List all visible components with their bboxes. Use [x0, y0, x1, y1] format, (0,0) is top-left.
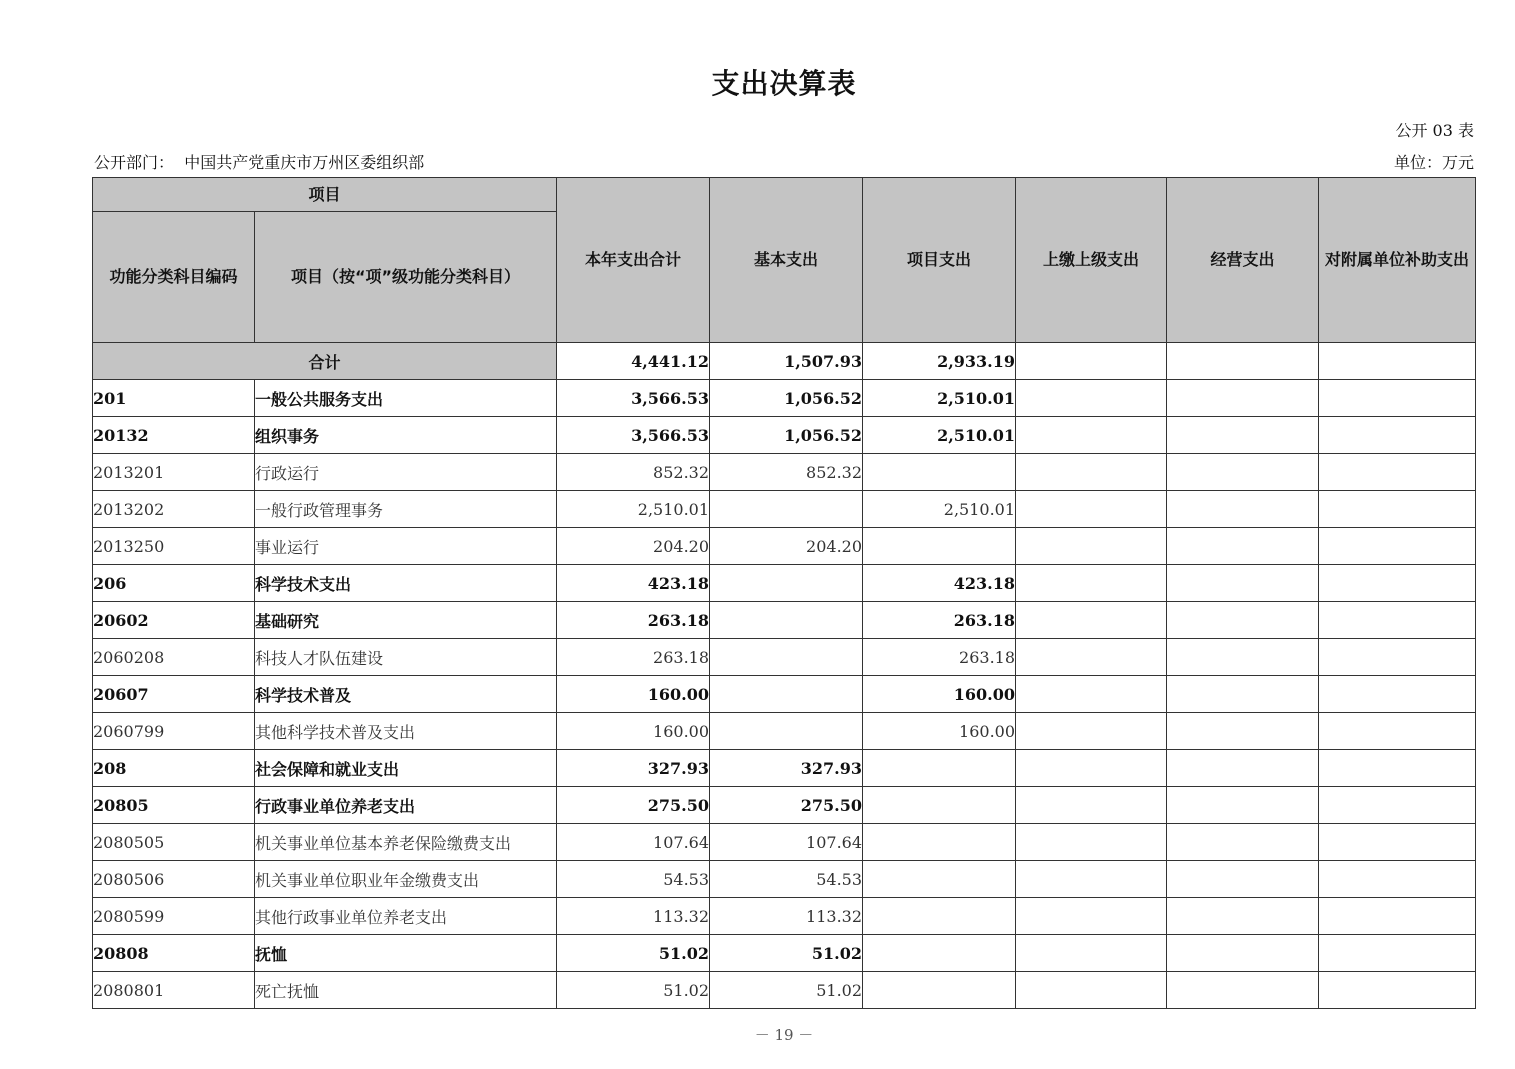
upper-cell	[1016, 898, 1167, 935]
table-row	[93, 935, 1476, 972]
table-row	[93, 824, 1476, 861]
subsidy-cell	[1319, 898, 1476, 935]
name-cell: 社会保障和就业支出	[255, 750, 557, 787]
table-row	[93, 750, 1476, 787]
subsidy-cell	[1319, 343, 1476, 380]
project-cell	[863, 861, 1016, 898]
total-cell: 263.18	[557, 639, 710, 676]
header-name: 项目（按“项”级功能分类科目）	[255, 212, 557, 343]
total-cell: 160.00	[557, 676, 710, 713]
upper-cell	[1016, 528, 1167, 565]
basic-cell: 51.02	[710, 972, 863, 1009]
total-cell: 51.02	[557, 972, 710, 1009]
basic-cell: 852.32	[710, 454, 863, 491]
subsidy-cell	[1319, 639, 1476, 676]
project-cell	[863, 972, 1016, 1009]
basic-cell: 54.53	[710, 861, 863, 898]
name-cell: 其他科学技术普及支出	[255, 713, 557, 750]
total-cell: 204.20	[557, 528, 710, 565]
code-cell: 2013202	[93, 491, 255, 528]
upper-cell	[1016, 824, 1167, 861]
subsidy-cell	[1319, 935, 1476, 972]
project-cell: 2,510.01	[863, 417, 1016, 454]
code-cell: 20808	[93, 935, 255, 972]
total-cell: 275.50	[557, 787, 710, 824]
subsidy-cell	[1319, 861, 1476, 898]
upper-cell	[1016, 750, 1167, 787]
upper-cell	[1016, 861, 1167, 898]
project-cell: 423.18	[863, 565, 1016, 602]
name-cell: 死亡抚恤	[255, 972, 557, 1009]
table-row	[93, 787, 1476, 824]
name-cell: 行政事业单位养老支出	[255, 787, 557, 824]
business-cell	[1167, 343, 1319, 380]
project-cell	[863, 898, 1016, 935]
code-cell: 2080801	[93, 972, 255, 1009]
project-cell: 263.18	[863, 639, 1016, 676]
total-cell: 4,441.12	[557, 343, 710, 380]
code-cell: 2080599	[93, 898, 255, 935]
project-cell	[863, 935, 1016, 972]
basic-cell: 1,056.52	[710, 380, 863, 417]
project-cell: 2,510.01	[863, 380, 1016, 417]
table-row	[93, 898, 1476, 935]
table-row	[93, 417, 1476, 454]
table-row	[93, 972, 1476, 1009]
subsidy-cell	[1319, 787, 1476, 824]
name-cell: 组织事务	[255, 417, 557, 454]
business-cell	[1167, 713, 1319, 750]
business-cell	[1167, 639, 1319, 676]
basic-cell	[710, 565, 863, 602]
basic-cell: 51.02	[710, 935, 863, 972]
subsidy-cell	[1319, 565, 1476, 602]
code-cell: 206	[93, 565, 255, 602]
header-code: 功能分类科目编码	[93, 212, 255, 343]
table-row	[93, 676, 1476, 713]
upper-cell	[1016, 491, 1167, 528]
basic-cell	[710, 602, 863, 639]
unit-label: 单位：万元	[1393, 153, 1474, 172]
project-cell: 2,510.01	[863, 491, 1016, 528]
total-row	[93, 343, 1476, 380]
subsidy-cell	[1319, 491, 1476, 528]
business-cell	[1167, 602, 1319, 639]
business-cell	[1167, 380, 1319, 417]
upper-cell	[1016, 935, 1167, 972]
upper-cell	[1016, 639, 1167, 676]
business-cell	[1167, 935, 1319, 972]
business-cell	[1167, 861, 1319, 898]
code-cell: 20805	[93, 787, 255, 824]
project-cell: 160.00	[863, 676, 1016, 713]
subsidy-cell	[1319, 602, 1476, 639]
total-cell: 423.18	[557, 565, 710, 602]
header-project-group: 项目	[93, 178, 557, 212]
subsidy-cell	[1319, 454, 1476, 491]
total-cell: 263.18	[557, 602, 710, 639]
project-cell: 160.00	[863, 713, 1016, 750]
name-cell: 一般公共服务支出	[255, 380, 557, 417]
project-cell	[863, 454, 1016, 491]
business-cell	[1167, 417, 1319, 454]
form-number: 公开 03 表	[1395, 121, 1474, 140]
code-cell: 2060799	[93, 713, 255, 750]
business-cell	[1167, 898, 1319, 935]
table-row	[93, 491, 1476, 528]
subsidy-cell	[1319, 972, 1476, 1009]
total-cell: 3,566.53	[557, 380, 710, 417]
table-row	[93, 565, 1476, 602]
code-cell: 208	[93, 750, 255, 787]
page-title: 支出决算表	[711, 67, 857, 100]
total-cell: 852.32	[557, 454, 710, 491]
basic-cell: 1,056.52	[710, 417, 863, 454]
subsidy-cell	[1319, 528, 1476, 565]
basic-cell	[710, 713, 863, 750]
business-cell	[1167, 787, 1319, 824]
subsidy-cell	[1319, 713, 1476, 750]
code-cell: 2013250	[93, 528, 255, 565]
project-cell	[863, 787, 1016, 824]
upper-cell	[1016, 454, 1167, 491]
name-cell: 机关事业单位基本养老保险缴费支出	[255, 824, 557, 861]
basic-cell: 107.64	[710, 824, 863, 861]
total-cell: 113.32	[557, 898, 710, 935]
basic-cell: 327.93	[710, 750, 863, 787]
upper-cell	[1016, 602, 1167, 639]
basic-cell: 113.32	[710, 898, 863, 935]
code-cell: 2060208	[93, 639, 255, 676]
total-cell: 51.02	[557, 935, 710, 972]
subsidy-cell	[1319, 824, 1476, 861]
name-cell: 科技人才队伍建设	[255, 639, 557, 676]
total-label: 合计	[93, 343, 557, 380]
subsidy-cell	[1319, 380, 1476, 417]
total-cell: 107.64	[557, 824, 710, 861]
name-cell: 基础研究	[255, 602, 557, 639]
basic-cell	[710, 676, 863, 713]
subsidy-cell	[1319, 750, 1476, 787]
business-cell	[1167, 676, 1319, 713]
basic-cell: 275.50	[710, 787, 863, 824]
header-total: 本年支出合计	[557, 178, 710, 343]
total-cell: 3,566.53	[557, 417, 710, 454]
name-cell: 机关事业单位职业年金缴费支出	[255, 861, 557, 898]
subsidy-cell	[1319, 676, 1476, 713]
expenditure-table	[92, 177, 1476, 1009]
upper-cell	[1016, 787, 1167, 824]
business-cell	[1167, 528, 1319, 565]
header-upper: 上缴上级支出	[1016, 178, 1167, 343]
table-row	[93, 861, 1476, 898]
name-cell: 一般行政管理事务	[255, 491, 557, 528]
table-row	[93, 639, 1476, 676]
name-cell: 事业运行	[255, 528, 557, 565]
table-row	[93, 528, 1476, 565]
upper-cell	[1016, 713, 1167, 750]
project-cell	[863, 750, 1016, 787]
upper-cell	[1016, 972, 1167, 1009]
code-cell: 20607	[93, 676, 255, 713]
department-label: 公开部门：	[94, 153, 175, 172]
department-line	[94, 150, 424, 173]
table-row	[93, 602, 1476, 639]
code-cell: 20602	[93, 602, 255, 639]
name-cell: 科学技术支出	[255, 565, 557, 602]
project-cell: 2,933.19	[863, 343, 1016, 380]
code-cell: 2013201	[93, 454, 255, 491]
table-row	[93, 713, 1476, 750]
upper-cell	[1016, 343, 1167, 380]
project-cell: 263.18	[863, 602, 1016, 639]
business-cell	[1167, 491, 1319, 528]
code-cell: 2080506	[93, 861, 255, 898]
business-cell	[1167, 565, 1319, 602]
name-cell: 行政运行	[255, 454, 557, 491]
basic-cell: 1,507.93	[710, 343, 863, 380]
code-cell: 201	[93, 380, 255, 417]
upper-cell	[1016, 565, 1167, 602]
page-number: － 19 －	[754, 1026, 814, 1044]
header-business: 经营支出	[1167, 178, 1319, 343]
code-cell: 20132	[93, 417, 255, 454]
name-cell: 抚恤	[255, 935, 557, 972]
upper-cell	[1016, 676, 1167, 713]
basic-cell	[710, 639, 863, 676]
business-cell	[1167, 972, 1319, 1009]
table-row	[93, 454, 1476, 491]
total-cell: 54.53	[557, 861, 710, 898]
basic-cell: 204.20	[710, 528, 863, 565]
header-project: 项目支出	[863, 178, 1016, 343]
code-cell: 2080505	[93, 824, 255, 861]
subsidy-cell	[1319, 417, 1476, 454]
total-cell: 160.00	[557, 713, 710, 750]
business-cell	[1167, 824, 1319, 861]
name-cell: 其他行政事业单位养老支出	[255, 898, 557, 935]
business-cell	[1167, 750, 1319, 787]
table-row	[93, 380, 1476, 417]
total-cell: 327.93	[557, 750, 710, 787]
name-cell: 科学技术普及	[255, 676, 557, 713]
header-subsidy: 对附属单位补助支出	[1319, 178, 1476, 343]
basic-cell	[710, 491, 863, 528]
upper-cell	[1016, 417, 1167, 454]
header-basic: 基本支出	[710, 178, 863, 343]
upper-cell	[1016, 380, 1167, 417]
total-cell: 2,510.01	[557, 491, 710, 528]
project-cell	[863, 824, 1016, 861]
project-cell	[863, 528, 1016, 565]
business-cell	[1167, 454, 1319, 491]
department-name: 中国共产党重庆市万州区委组织部	[184, 153, 425, 172]
